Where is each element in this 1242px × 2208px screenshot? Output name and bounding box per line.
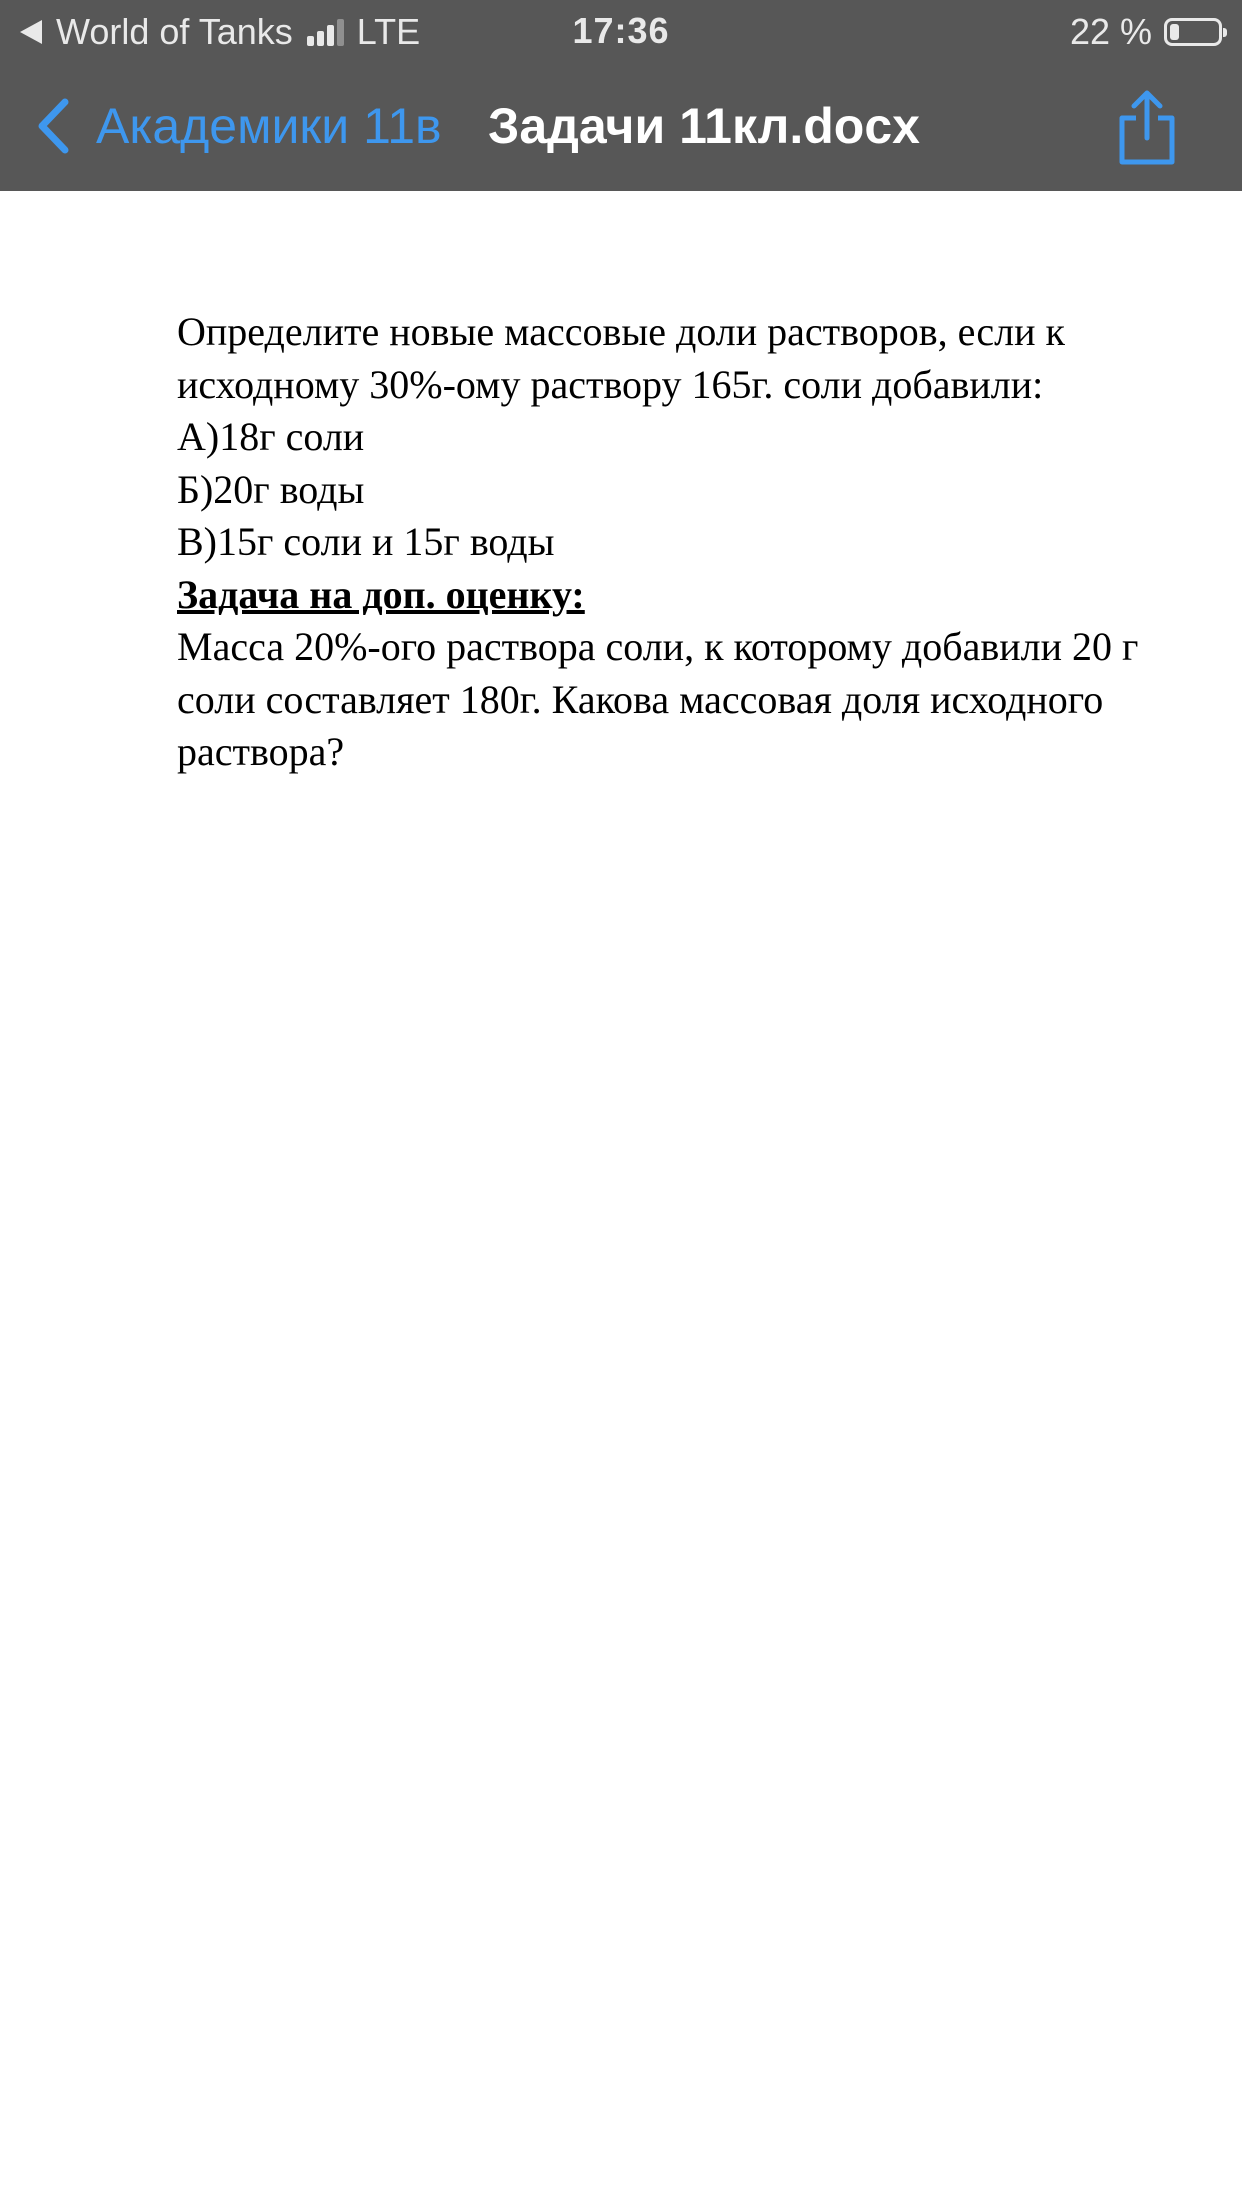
battery-nub [1223, 28, 1227, 37]
share-icon [1112, 88, 1182, 168]
share-button[interactable] [1112, 88, 1182, 168]
task-intro: Определите новые массовые доли растворов, если к исходному 30%-ому раствору 165г. соли добавили: [177, 309, 1065, 407]
extra-task-heading: Задача на доп. оценку: [177, 571, 585, 617]
status-bar [0, 0, 1242, 64]
carrier-name: World of Tanks [56, 11, 293, 52]
document-content [177, 306, 1167, 779]
battery-fill [1170, 24, 1179, 40]
back-button-label: Академики 11в [96, 98, 442, 154]
battery-percent: 22 % [1069, 11, 1152, 52]
task-option-b: Б)20г воды [177, 466, 365, 512]
task-option-a: А)18г соли [177, 414, 365, 459]
status-right [1070, 10, 1222, 54]
battery-icon [1164, 18, 1222, 46]
network-type: LTE [356, 11, 421, 52]
document-title: Задачи 11кл.docx [488, 98, 920, 154]
task-option-c: В)15г соли и 15г воды [177, 519, 555, 564]
chevron-left-icon [36, 97, 70, 155]
back-button[interactable] [36, 94, 442, 158]
top-bar [0, 0, 1242, 191]
extra-task-text: Масса 20%-ого раствора соли, к которому добавили 20 г соли составляет 180г. Какова массовая доля исходного раствора? [177, 624, 1139, 774]
navigation-bar [0, 64, 1242, 191]
status-time: 17:36 [572, 10, 670, 51]
